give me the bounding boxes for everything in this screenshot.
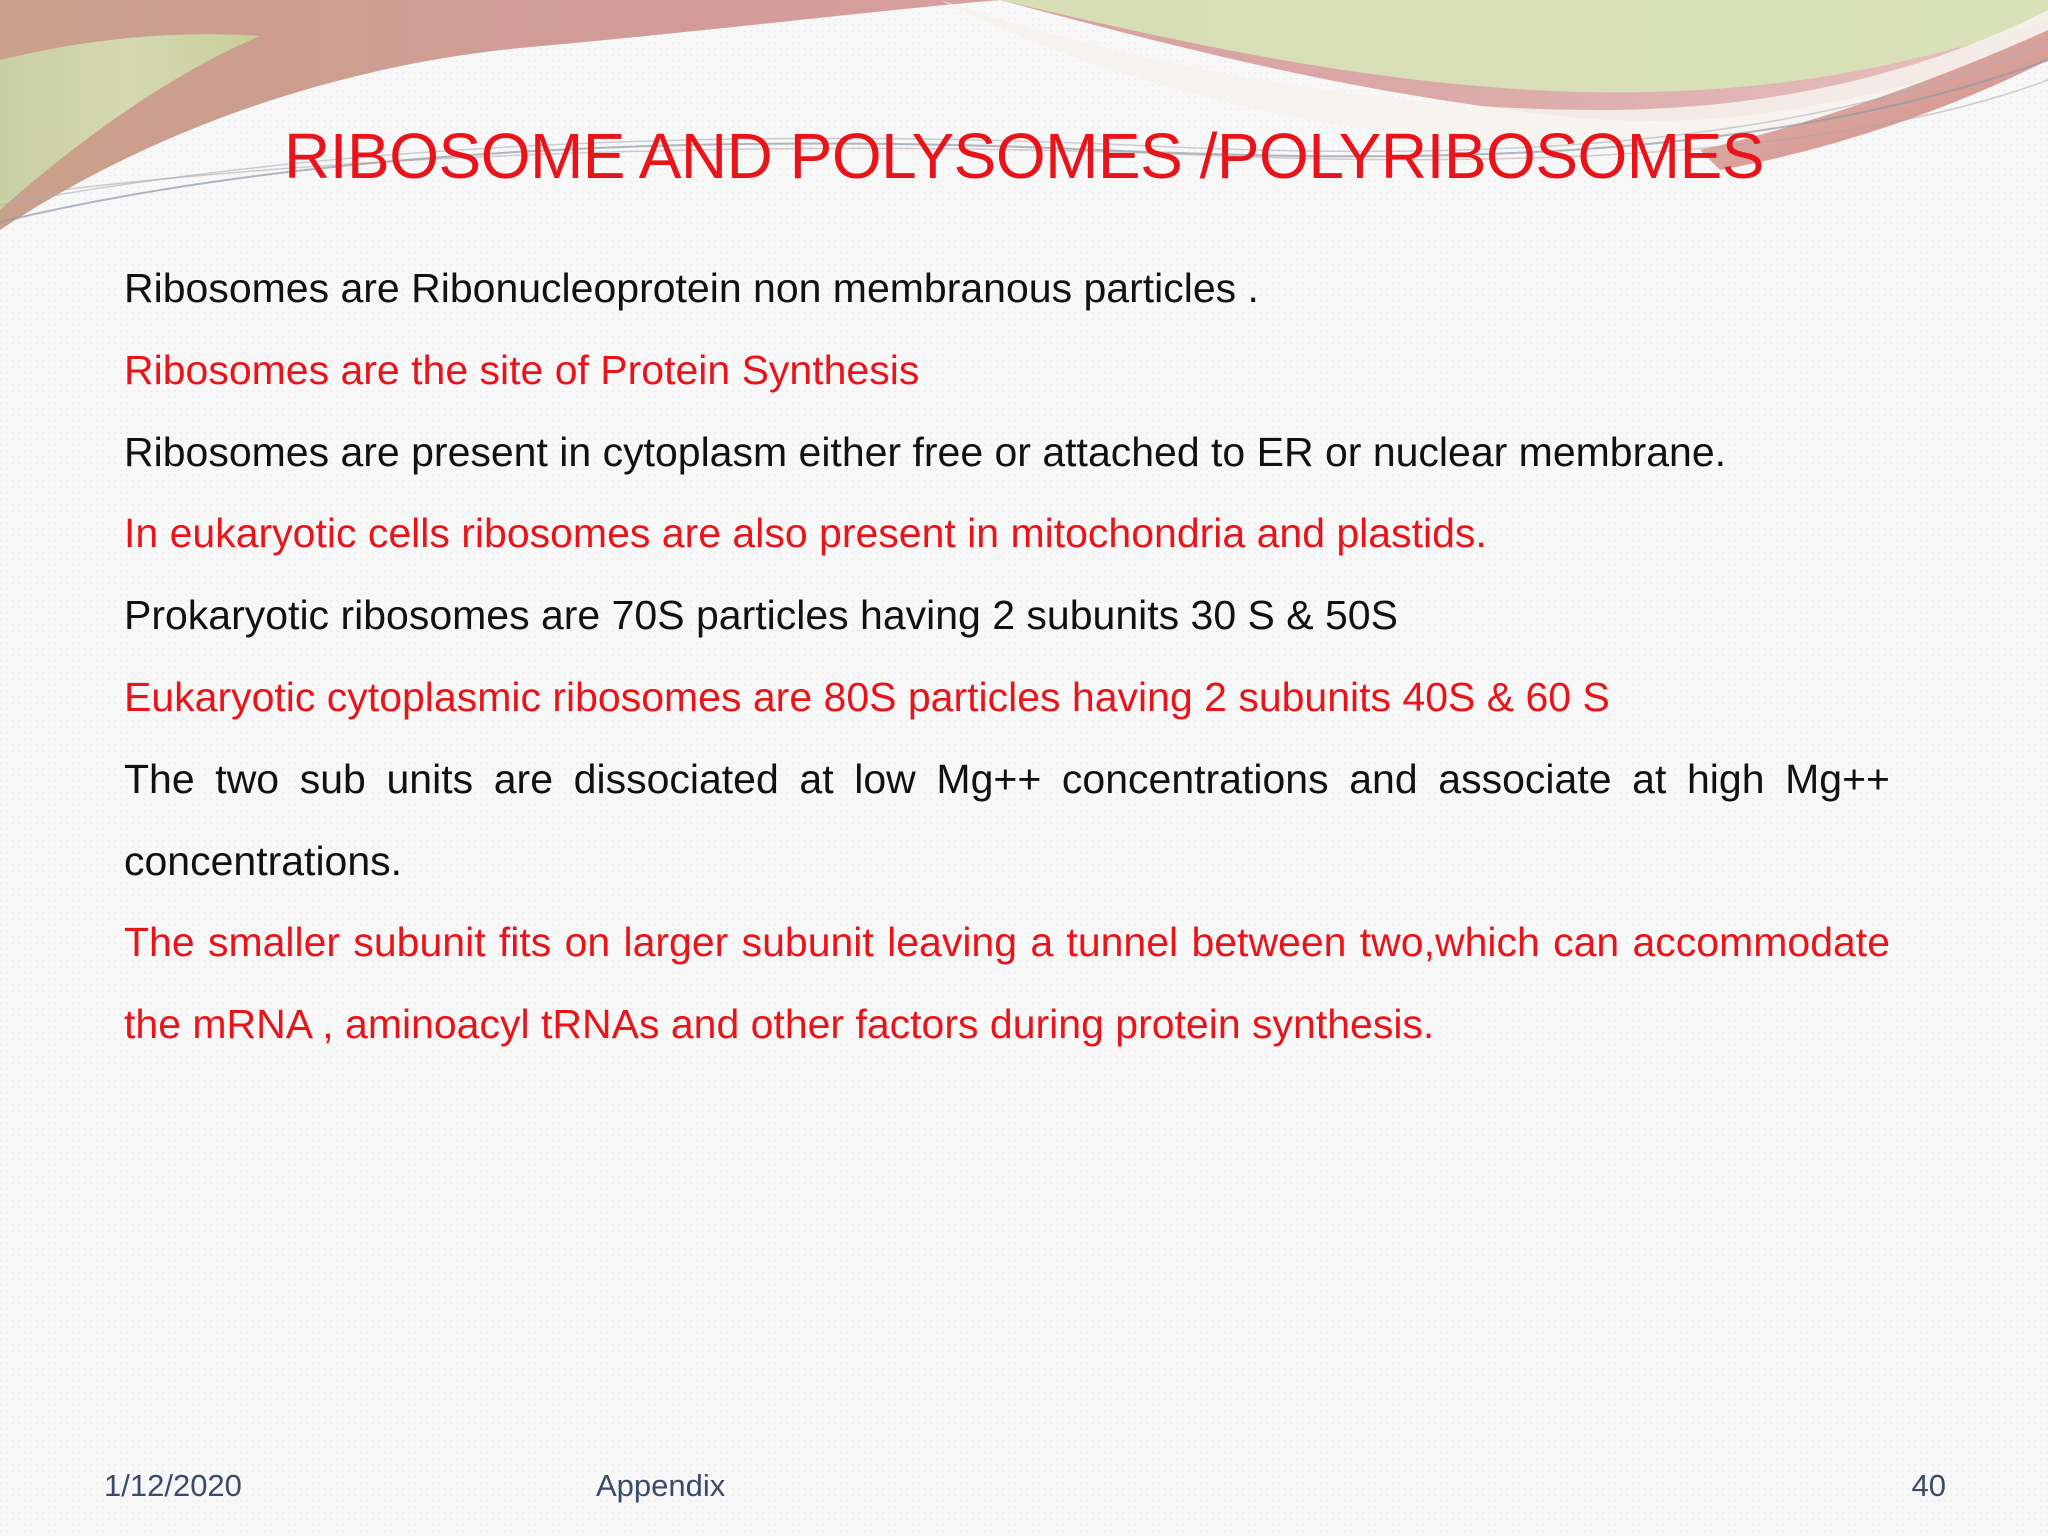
slide-number: 40 (1911, 1468, 1946, 1503)
paragraph-7: The two sub units are dissociated at low Mg++ concentrations and associate at high Mg++ concentrations. (124, 755, 1890, 884)
paragraph-5: Prokaryotic ribosomes are 70S particles having 2 subunits 30 S & 50S (124, 592, 1398, 639)
paragraph-2: Ribosomes are the site of Protein Synthesis (124, 346, 920, 393)
slide-title: RIBOSOME AND POLYSOMES /POLYRIBOSOMES (284, 120, 1764, 192)
footer-date: 1/12/2020 (104, 1468, 242, 1503)
paragraph-3: Ribosomes are present in cytoplasm either free or attached to ER or nuclear membrane. (124, 428, 1727, 475)
slide-body (124, 248, 1890, 1066)
footer-center-text: Appendix (596, 1468, 726, 1503)
paragraph-6: Eukaryotic cytoplasmic ribosomes are 80S particles having 2 subunits 40S & 60 S (124, 673, 1610, 720)
paragraph-1: Ribosomes are Ribonucleoprotein non membranous particles . (124, 265, 1259, 311)
paragraph-4: In eukaryotic cells ribosomes are also present in mitochondria and plastids. (124, 510, 1487, 557)
paragraph-8: The smaller subunit fits on larger subunit leaving a tunnel between two,which can accommodate the mRNA , aminoacyl tRNAs and other factors during protein synthesis. (124, 919, 1890, 1048)
